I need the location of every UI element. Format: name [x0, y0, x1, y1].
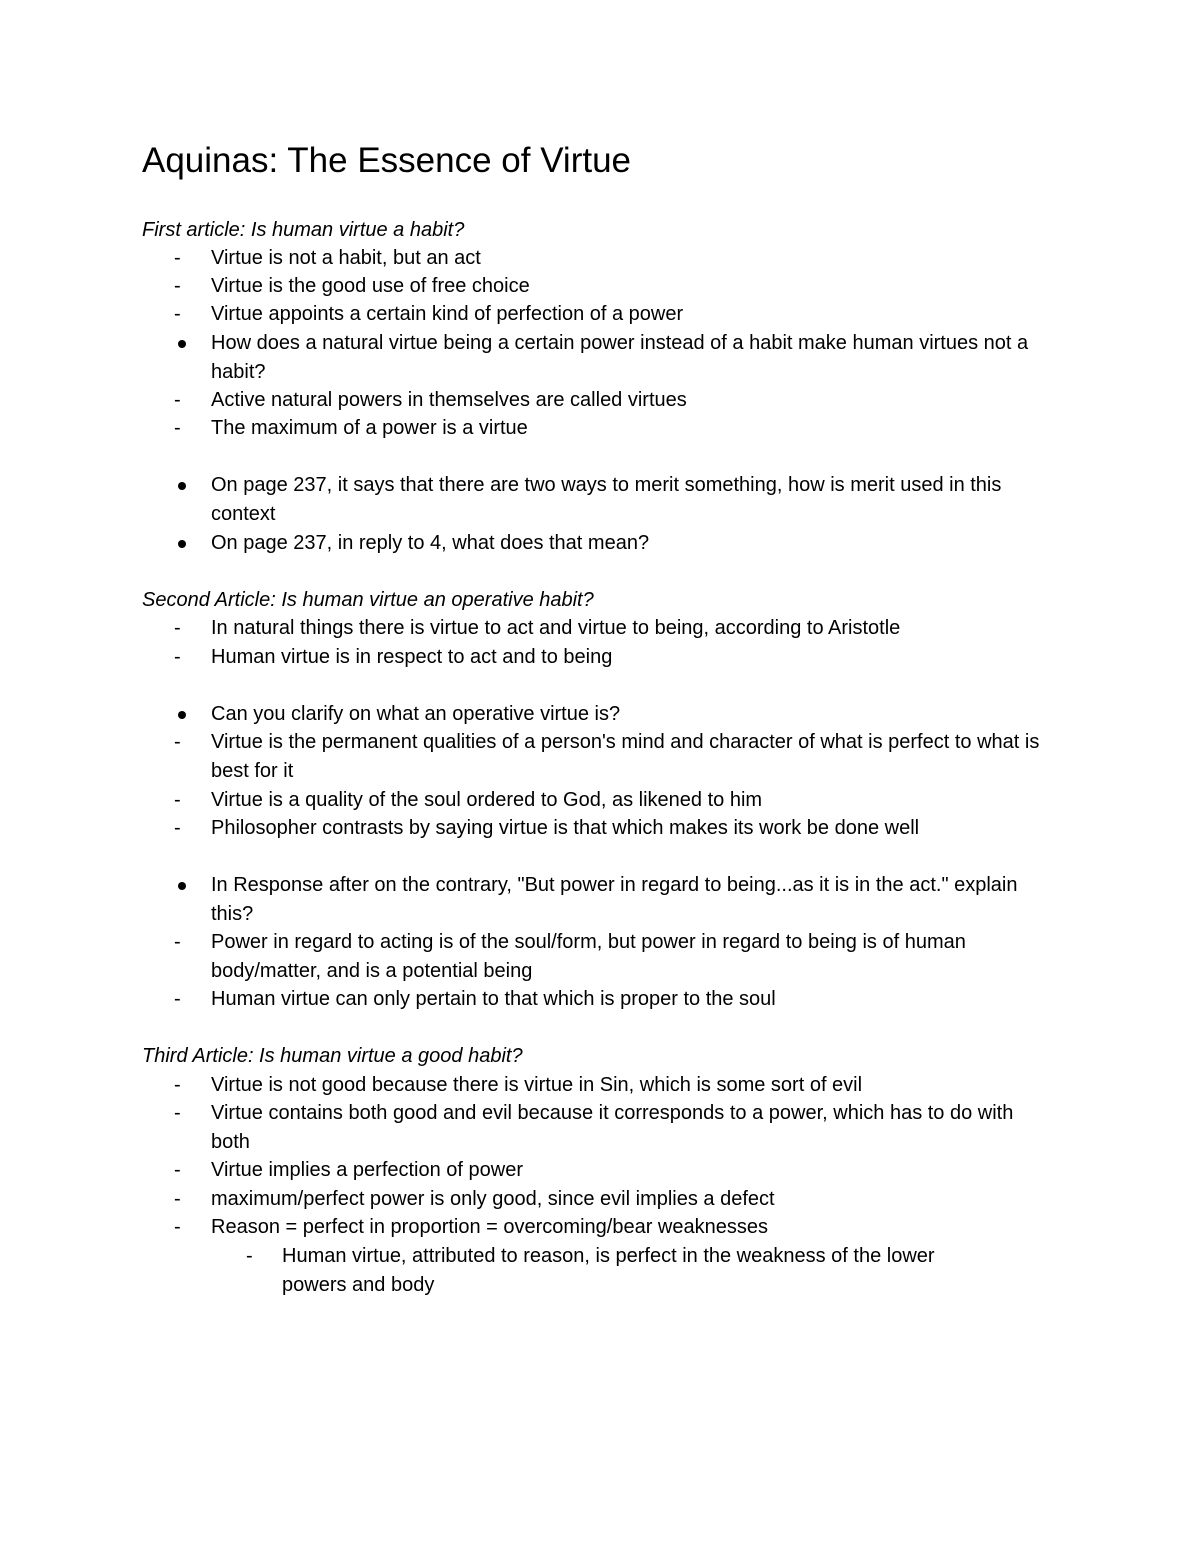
- list-item-text: Virtue is the permanent qualities of a person's mind and character of what is perfect to what is best for it: [211, 731, 1040, 782]
- list-item-text: Human virtue is in respect to act and to being: [211, 646, 613, 668]
- dash-marker: [174, 386, 190, 415]
- dash-marker: [174, 1156, 190, 1185]
- list-item-text: How does a natural virtue being a certain power instead of a habit make human virtues not a habit?: [211, 332, 1029, 383]
- list-item-text: Reason = perfect in proportion = overcoming/bear weaknesses: [211, 1216, 768, 1238]
- list-item-text: Virtue is not a habit, but an act: [211, 247, 481, 269]
- list-item-text: Human virtue, attributed to reason, is perfect in the weakness of the lower powers and body: [282, 1245, 935, 1296]
- list-item-text: Virtue is a quality of the soul ordered to God, as likened to him: [211, 789, 763, 811]
- dash-marker: [174, 1071, 190, 1100]
- list-item-text: Virtue is not good because there is virtue in Sin, which is some sort of evil: [211, 1074, 863, 1096]
- list-item-text: On page 237, it says that there are two ways to merit something, how is merit used in this context: [211, 474, 1002, 525]
- list-item-text: In natural things there is virtue to act and virtue to being, according to Aristotle: [211, 617, 901, 639]
- dash-marker: [174, 814, 190, 843]
- dash-marker: [174, 643, 190, 672]
- list-item-text: Active natural powers in themselves are called virtues: [211, 389, 687, 411]
- list-item-text: maximum/perfect power is only good, since evil implies a defect: [211, 1188, 775, 1210]
- list-item-text: Virtue implies a perfection of power: [211, 1159, 524, 1181]
- document-title: Aquinas: The Essence of Virtue: [142, 141, 632, 180]
- dash-marker: [174, 985, 190, 1014]
- list-item-text: Human virtue can only pertain to that which is proper to the soul: [211, 988, 776, 1010]
- dash-marker: [174, 1099, 190, 1128]
- list-item-text: Virtue appoints a certain kind of perfection of a power: [211, 303, 684, 325]
- dash-marker: [174, 1185, 190, 1214]
- section-heading-second-article: Second Article: Is human virtue an operative habit?: [142, 589, 594, 611]
- dash-marker: [174, 272, 190, 301]
- dash-marker: [174, 614, 190, 643]
- dash-marker: [174, 300, 190, 329]
- list-item-text: Power in regard to acting is of the soul/form, but power in regard to being is of human body/matter, and is a potential being: [211, 931, 966, 982]
- dash-marker: [246, 1242, 262, 1271]
- dash-marker: [174, 1213, 190, 1242]
- dash-marker: [174, 414, 190, 443]
- list-item-text: Can you clarify on what an operative virtue is?: [211, 703, 621, 725]
- list-item-text: The maximum of a power is a virtue: [211, 417, 528, 439]
- list-item-text: On page 237, in reply to 4, what does that mean?: [211, 532, 650, 554]
- list-item-text: In Response after on the contrary, "But power in regard to being...as it is in the act." explain this?: [211, 874, 1018, 925]
- list-item-text: Virtue is the good use of free choice: [211, 275, 530, 297]
- dash-marker: [174, 728, 190, 757]
- section-heading-first-article: First article: Is human virtue a habit?: [142, 219, 465, 241]
- dash-marker: [174, 244, 190, 273]
- dash-marker: [174, 928, 190, 957]
- section-heading-third-article: Third Article: Is human virtue a good habit?: [142, 1045, 523, 1067]
- list-item-text: Philosopher contrasts by saying virtue is that which makes its work be done well: [211, 817, 920, 839]
- list-item-text: Virtue contains both good and evil because it corresponds to a power, which has to do with both: [211, 1102, 1014, 1153]
- dash-marker: [174, 786, 190, 815]
